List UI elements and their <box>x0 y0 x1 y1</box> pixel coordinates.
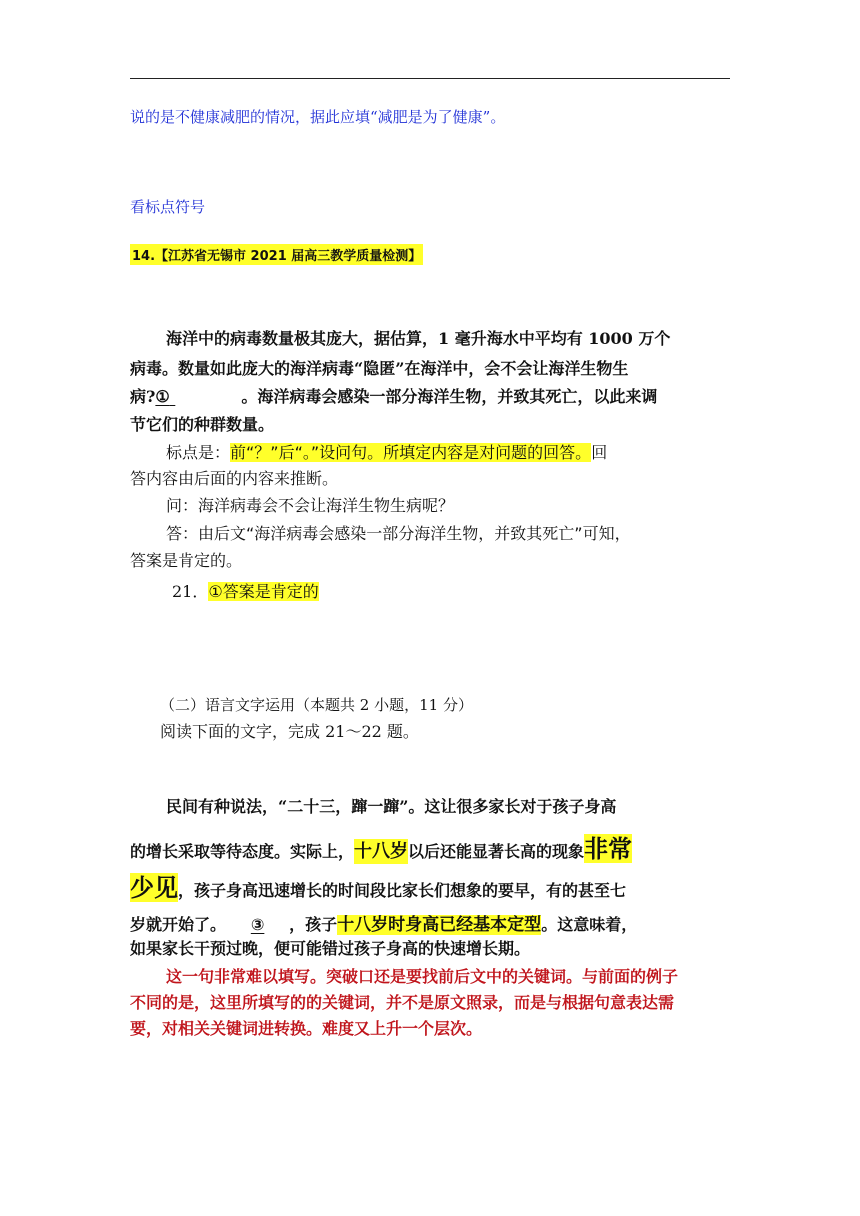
passage1-line3-post: 。海洋病毒会感染一部分海洋生物，并致其死亡，以此来调 <box>241 387 658 406</box>
passage1-line4: 节它们的种群数量。 <box>130 415 275 434</box>
passage1-line3 <box>130 384 657 407</box>
passage1-line3-pre: 病? <box>130 387 156 406</box>
header-note: 说的是不健康减肥的情况，据此应填“减肥是为了健康”。 <box>130 108 506 126</box>
passage2-line1: 民间有种说法，“二十三，蹿一蹿”。这让很多家长对于孩子身高 <box>166 797 617 816</box>
source-title: 14.【江苏省无锡市 2021 届高三教学质量检测】 <box>130 244 423 265</box>
section-hint: 看标点符号 <box>130 198 206 216</box>
passage2-line4-post: 。这意味着， <box>541 915 638 934</box>
passage2-line3 <box>130 868 626 903</box>
answer-line <box>172 579 319 602</box>
answer-number: 21． <box>172 582 209 601</box>
passage2-line4 <box>130 910 637 935</box>
passage1-line2: 病毒。数量如此庞大的海洋病毒“隐匿”在海洋中，会不会让海洋生物生 <box>130 359 629 378</box>
passage2-line4-mid: ，孩子 <box>289 915 338 934</box>
header-rule <box>130 78 730 79</box>
analysis-line1 <box>166 440 607 463</box>
passage2-line4-pre: 岁就开始了。 <box>130 915 227 934</box>
analysis-answer-line2: 答案是肯定的。 <box>130 551 243 570</box>
part2-instruction: 阅读下面的文字，完成 21～22 题。 <box>160 722 419 741</box>
analysis-answer-line1: 答：由后文“海洋病毒会感染一部分海洋生物，并致其死亡”可知， <box>166 524 631 543</box>
blank-1-label: ① <box>155 387 170 406</box>
blank-3: ③ <box>250 915 265 934</box>
analysis-tail: 回 <box>591 443 608 462</box>
highlight-eighteen: 十八岁 <box>354 841 409 862</box>
analysis-highlight: 前“？”后“。”设问句。所填定内容是对问题的回答。 <box>230 443 592 462</box>
highlight-height-set: 十八岁时身高已经基本定型 <box>337 915 542 935</box>
comment-line2: 不同的是，这里所填写的的关键词，并不是原文照录，而是与根据句意表达需 <box>130 993 675 1012</box>
highlight-very: 非常 <box>584 834 633 863</box>
highlight-rare: 少见 <box>130 873 178 902</box>
passage2-line2 <box>130 829 632 864</box>
passage2-line5: 如果家长干预过晚，便可能错过孩子身高的快速增长期。 <box>130 939 531 958</box>
passage2-line2-mid: 以后还能显著长高的现象 <box>408 842 585 861</box>
analysis-question: 问：海洋病毒会不会让海洋生物生病呢？ <box>166 496 455 515</box>
part2-heading-title: （二）语言文字运用 <box>160 696 296 714</box>
comment-line1: 这一句非常难以填写。突破口还是要找前后文中的关键词。与前面的例子 <box>166 967 679 986</box>
passage2-line3-post: ，孩子身高迅速增长的时间段比家长们想象的要早，有的甚至七 <box>178 881 627 900</box>
passage1-line1: 海洋中的病毒数量极其庞大，据估算，1 毫升海水中平均有 1000 万个 <box>166 329 671 348</box>
answer-text: ①答案是肯定的 <box>208 582 319 601</box>
part2-heading-note: （本题共 2 小题，11 分） <box>295 696 473 714</box>
passage2-line2-pre: 的增长采取等待态度。实际上， <box>130 842 355 861</box>
comment-line3: 要，对相关关键词进转换。难度又上升一个层次。 <box>130 1019 483 1038</box>
part2-heading <box>160 694 473 715</box>
analysis-line2: 答内容由后面的内容来推断。 <box>130 469 339 488</box>
blank-1 <box>155 387 241 406</box>
analysis-label: 标点是： <box>166 443 231 462</box>
